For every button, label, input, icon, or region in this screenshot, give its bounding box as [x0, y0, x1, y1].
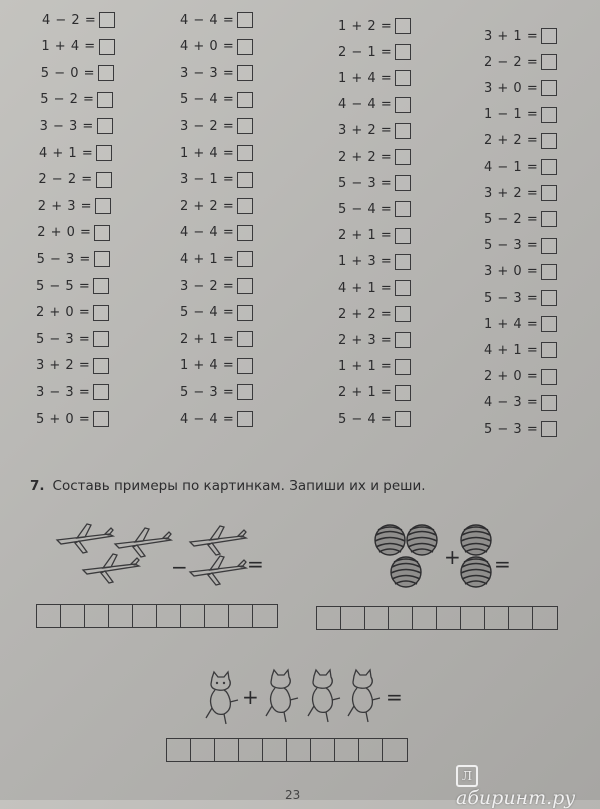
answer-box[interactable]	[395, 149, 411, 165]
equation-row	[484, 133, 557, 149]
answer-box[interactable]	[93, 411, 109, 427]
answer-box[interactable]	[98, 65, 114, 81]
answer-box[interactable]	[96, 145, 112, 161]
answer-cell[interactable]	[239, 739, 263, 761]
answer-box[interactable]	[237, 12, 253, 28]
answer-cell[interactable]	[205, 605, 229, 627]
equation-row	[37, 225, 110, 241]
equation-text: 1 − 1 =	[484, 107, 539, 123]
page-number: 23	[285, 788, 301, 802]
equation-text: 5 − 4 =	[338, 411, 393, 427]
equation-text: 3 + 0 =	[484, 264, 539, 280]
airplane-icon	[190, 526, 246, 555]
equation-row	[36, 278, 109, 294]
equation-text: 4 + 0 =	[180, 39, 235, 55]
equation-text: 1 + 4 =	[41, 39, 96, 55]
answer-box[interactable]	[395, 228, 411, 244]
equation-text: 3 − 1 =	[180, 172, 235, 188]
answer-cell[interactable]	[485, 607, 509, 629]
equation-text: 2 + 0 =	[36, 305, 91, 321]
equation-row	[338, 175, 411, 191]
equation-text: 2 + 3 =	[338, 332, 393, 348]
answer-cell[interactable]	[383, 739, 407, 761]
equation-row	[484, 107, 557, 123]
equation-row	[484, 238, 557, 254]
answer-cell[interactable]	[181, 605, 205, 627]
answer-cell[interactable]	[253, 605, 277, 627]
answer-box[interactable]	[237, 65, 253, 81]
equation-row	[484, 185, 557, 201]
cat-icon	[266, 670, 298, 722]
equation-row	[180, 145, 253, 161]
task-text: Составь примеры по картинкам. Запиши их и реши.	[52, 478, 426, 494]
cat-icon	[308, 670, 340, 722]
equation-text: 5 − 3 =	[180, 384, 235, 400]
equation-row	[338, 97, 411, 113]
answer-box[interactable]	[395, 254, 411, 270]
equation-text: 3 + 0 =	[484, 80, 539, 96]
striped-ball-icon	[461, 525, 491, 555]
answer-box[interactable]	[395, 201, 411, 217]
answer-box[interactable]	[94, 225, 110, 241]
equation-row	[180, 12, 253, 28]
cat-icon	[206, 672, 238, 724]
balls-left-group	[372, 522, 444, 594]
equation-text: 3 − 3 =	[180, 65, 235, 81]
equation-row	[338, 254, 411, 270]
equation-text: 2 + 1 =	[338, 228, 393, 244]
equation-row	[38, 198, 111, 214]
equation-text: 4 + 1 =	[180, 251, 235, 267]
striped-ball-icon	[375, 525, 405, 555]
answer-box[interactable]	[395, 306, 411, 322]
answer-box[interactable]	[395, 70, 411, 86]
equation-text: 3 − 2 =	[180, 118, 235, 134]
equation-text: 5 − 3 =	[36, 331, 91, 347]
equation-text: 2 + 1 =	[338, 385, 393, 401]
answer-box[interactable]	[541, 28, 557, 44]
striped-ball-icon	[407, 525, 437, 555]
equation-text: 5 − 3 =	[36, 251, 91, 267]
answer-cells-3	[166, 738, 408, 762]
equation-text: 5 − 4 =	[338, 201, 393, 217]
answer-box[interactable]	[395, 280, 411, 296]
answer-cells-2	[316, 606, 558, 630]
answer-cell[interactable]	[61, 605, 85, 627]
answer-box[interactable]	[237, 305, 253, 321]
equals-sign: =	[494, 552, 511, 576]
striped-ball-icon	[391, 557, 421, 587]
equation-row	[36, 331, 109, 347]
equation-text: 4 + 1 =	[338, 280, 393, 296]
equation-text: 1 + 4 =	[180, 145, 235, 161]
answer-box[interactable]	[541, 290, 557, 306]
equation-row	[180, 198, 253, 214]
equation-text: 2 + 1 =	[180, 331, 235, 347]
answer-box[interactable]	[395, 359, 411, 375]
answer-cell[interactable]	[413, 607, 437, 629]
answer-cell[interactable]	[311, 739, 335, 761]
equation-text: 1 + 1 =	[338, 359, 393, 375]
equation-text: 3 + 2 =	[36, 358, 91, 374]
answer-box[interactable]	[541, 316, 557, 332]
equation-text: 5 − 3 =	[338, 175, 393, 191]
answer-box[interactable]	[237, 251, 253, 267]
equation-text: 4 − 4 =	[338, 97, 393, 113]
equation-text: 4 − 4 =	[180, 12, 235, 28]
equation-text: 5 − 4 =	[180, 92, 235, 108]
answer-box[interactable]	[541, 342, 557, 358]
answer-box[interactable]	[541, 80, 557, 96]
answer-cell[interactable]	[341, 607, 365, 629]
answer-box[interactable]	[237, 384, 253, 400]
equation-row	[338, 332, 411, 348]
equation-row	[338, 359, 411, 375]
answer-box[interactable]	[237, 411, 253, 427]
airplane-icon	[83, 554, 139, 583]
answer-box[interactable]	[237, 198, 253, 214]
logo-text: абиринт.ру	[456, 787, 576, 809]
equation-row	[39, 145, 112, 161]
equation-row	[40, 118, 113, 134]
answer-box[interactable]	[541, 264, 557, 280]
equation-text: 2 + 0 =	[484, 369, 539, 385]
answer-box[interactable]	[541, 185, 557, 201]
answer-box[interactable]	[395, 97, 411, 113]
equation-text: 5 − 5 =	[36, 278, 91, 294]
answer-cell[interactable]	[85, 605, 109, 627]
answer-cell[interactable]	[133, 605, 157, 627]
answer-cell[interactable]	[287, 739, 311, 761]
labirint-logo	[456, 764, 600, 809]
equation-row	[180, 384, 253, 400]
answer-box[interactable]	[541, 107, 557, 123]
equation-row	[180, 251, 253, 267]
equation-text: 5 − 4 =	[180, 305, 235, 321]
airplane-icon	[190, 556, 246, 585]
cat-icon	[348, 670, 380, 722]
equation-text: 3 − 3 =	[39, 118, 94, 134]
answer-box[interactable]	[395, 123, 411, 139]
equation-text: 5 − 3 =	[484, 238, 539, 254]
answer-box[interactable]	[97, 92, 113, 108]
answer-cell[interactable]	[167, 739, 191, 761]
airplanes-left-group	[55, 518, 175, 584]
answer-cells-1	[36, 604, 278, 628]
answer-box[interactable]	[237, 225, 253, 241]
answer-cell[interactable]	[359, 739, 383, 761]
answer-cell[interactable]	[229, 605, 253, 627]
equation-row	[484, 316, 557, 332]
equation-row	[484, 342, 557, 358]
answer-cell[interactable]	[365, 607, 389, 629]
answer-cell[interactable]	[389, 607, 413, 629]
equation-text: 1 + 4 =	[180, 358, 235, 374]
answer-box[interactable]	[541, 54, 557, 70]
equation-row	[180, 92, 253, 108]
equation-text: 2 − 2 =	[484, 54, 539, 70]
equation-text: 2 + 2 =	[338, 306, 393, 322]
answer-cell[interactable]	[437, 607, 461, 629]
equation-text: 4 − 1 =	[484, 159, 539, 175]
equation-row	[338, 18, 411, 34]
equation-text: 2 + 2 =	[180, 198, 235, 214]
airplane-icon	[115, 528, 171, 557]
equation-text: 3 − 3 =	[36, 384, 91, 400]
answer-cell[interactable]	[335, 739, 359, 761]
striped-ball-icon	[461, 557, 491, 587]
equation-row	[338, 411, 411, 427]
airplanes-right-group	[188, 520, 248, 586]
equation-row	[180, 65, 253, 81]
equation-row	[484, 290, 557, 306]
answer-box[interactable]	[93, 305, 109, 321]
answer-box[interactable]	[395, 44, 411, 60]
plus-sign: +	[242, 685, 259, 709]
equation-row	[484, 54, 557, 70]
equation-text: 2 − 1 =	[338, 44, 393, 60]
equation-row	[36, 305, 109, 321]
answer-box[interactable]	[395, 332, 411, 348]
equation-row	[41, 65, 114, 81]
answer-box[interactable]	[541, 211, 557, 227]
equation-text: 5 − 3 =	[484, 290, 539, 306]
equation-row	[484, 264, 557, 280]
answer-box[interactable]	[395, 18, 411, 34]
equals-sign: =	[247, 552, 264, 576]
equation-text: 4 − 4 =	[180, 411, 235, 427]
answer-box[interactable]	[541, 395, 557, 411]
equation-row	[338, 149, 411, 165]
answer-cell[interactable]	[533, 607, 557, 629]
answer-box[interactable]	[97, 118, 113, 134]
answer-cell[interactable]	[317, 607, 341, 629]
equation-row	[484, 211, 557, 227]
equation-row	[484, 421, 557, 437]
answer-box[interactable]	[237, 278, 253, 294]
equation-text: 3 + 1 =	[484, 28, 539, 44]
equation-text: 1 + 4 =	[338, 70, 393, 86]
equation-text: 5 + 0 =	[36, 411, 91, 427]
task-number: 7.	[30, 478, 45, 494]
equation-row	[338, 44, 411, 60]
answer-box[interactable]	[93, 278, 109, 294]
answer-cell[interactable]	[109, 605, 133, 627]
answer-cell[interactable]	[509, 607, 533, 629]
equation-text: 2 + 2 =	[484, 133, 539, 149]
equation-row	[180, 331, 253, 347]
equation-text: 2 + 0 =	[37, 225, 92, 241]
equation-row	[338, 385, 411, 401]
equation-row	[38, 172, 111, 188]
answer-box[interactable]	[95, 198, 111, 214]
answer-cell[interactable]	[157, 605, 181, 627]
equation-text: 2 + 2 =	[338, 149, 393, 165]
equation-text: 3 + 2 =	[338, 123, 393, 139]
answer-box[interactable]	[237, 92, 253, 108]
equation-text: 5 − 2 =	[484, 211, 539, 227]
answer-cell[interactable]	[461, 607, 485, 629]
equation-row	[37, 251, 110, 267]
answer-box[interactable]	[541, 369, 557, 385]
equation-text: 5 − 0 =	[40, 65, 96, 81]
answer-box[interactable]	[99, 39, 115, 55]
answer-box[interactable]	[96, 172, 112, 188]
cats-right-group	[258, 668, 388, 728]
answer-box[interactable]	[94, 251, 110, 267]
equation-text: 2 + 3 =	[37, 198, 93, 214]
equation-row	[484, 80, 557, 96]
equation-row	[484, 369, 557, 385]
equation-row	[40, 92, 113, 108]
equation-text: 5 − 3 =	[484, 421, 539, 437]
answer-box[interactable]	[395, 385, 411, 401]
answer-box[interactable]	[395, 411, 411, 427]
equation-text: 3 + 2 =	[484, 185, 539, 201]
equation-row	[36, 358, 109, 374]
answer-box[interactable]	[237, 172, 253, 188]
equation-row	[484, 395, 557, 411]
equals-sign: =	[386, 685, 403, 709]
equation-text: 5 − 2 =	[40, 92, 95, 108]
answer-box[interactable]	[237, 39, 253, 55]
answer-box[interactable]	[541, 238, 557, 254]
plus-sign: +	[444, 545, 461, 569]
equation-text: 3 − 2 =	[180, 278, 235, 294]
equation-text: 4 − 2 =	[42, 12, 97, 28]
equation-row	[338, 70, 411, 86]
answer-cell[interactable]	[37, 605, 61, 627]
equation-text: 4 − 3 =	[484, 395, 539, 411]
answer-box[interactable]	[93, 358, 109, 374]
equation-row	[338, 306, 411, 322]
answer-box[interactable]	[99, 12, 115, 28]
equation-text: 1 + 3 =	[338, 254, 393, 270]
answer-cell[interactable]	[191, 739, 215, 761]
equation-text: 4 + 1 =	[39, 145, 94, 161]
airplane-icon	[57, 524, 113, 553]
answer-box[interactable]	[93, 331, 109, 347]
equation-row	[36, 411, 109, 427]
equation-text: 1 + 4 =	[484, 316, 539, 332]
cats-left-group	[198, 670, 244, 728]
task-heading	[30, 478, 426, 494]
equation-row	[180, 172, 253, 188]
equation-row	[484, 159, 557, 175]
equation-row	[338, 201, 411, 217]
answer-box[interactable]	[395, 175, 411, 191]
equation-row	[41, 39, 114, 55]
equation-text: 2 − 2 =	[38, 172, 93, 188]
equation-row	[180, 305, 253, 321]
answer-cell[interactable]	[215, 739, 239, 761]
answer-box[interactable]	[93, 384, 109, 400]
equation-row	[42, 12, 115, 28]
equation-text: 4 + 1 =	[484, 342, 539, 358]
answer-box[interactable]	[237, 118, 253, 134]
minus-sign: −	[171, 555, 188, 579]
equation-row	[180, 278, 253, 294]
equation-row	[180, 411, 253, 427]
equation-row	[338, 228, 411, 244]
equation-row	[36, 384, 109, 400]
equation-row	[484, 28, 557, 44]
logo-badge: Л	[456, 765, 478, 787]
answer-box[interactable]	[541, 133, 557, 149]
equation-row	[180, 39, 253, 55]
answer-box[interactable]	[541, 421, 557, 437]
answer-box[interactable]	[237, 331, 253, 347]
answer-cell[interactable]	[263, 739, 287, 761]
equation-row	[180, 118, 253, 134]
equation-row	[338, 123, 411, 139]
equation-text: 1 + 2 =	[338, 18, 393, 34]
answer-box[interactable]	[237, 145, 253, 161]
equation-text: 4 − 4 =	[180, 225, 235, 241]
answer-box[interactable]	[541, 159, 557, 175]
equation-row	[338, 280, 411, 296]
balls-right-group	[456, 522, 496, 594]
answer-box[interactable]	[237, 358, 253, 374]
equation-row	[180, 225, 253, 241]
equation-row	[180, 358, 253, 374]
